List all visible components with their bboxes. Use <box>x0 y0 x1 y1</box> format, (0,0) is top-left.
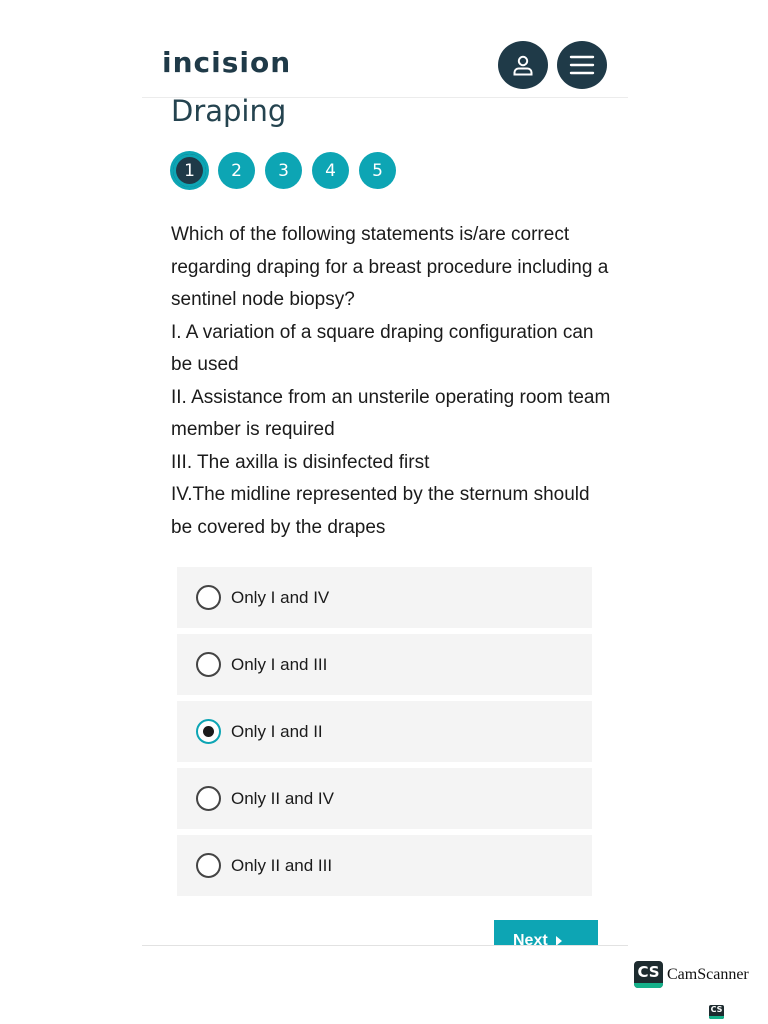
statement-3: III. The axilla is disinfected first <box>171 451 430 473</box>
radio-button[interactable] <box>196 652 221 677</box>
incision-logo[interactable]: incision <box>162 46 292 79</box>
camscanner-small-logo: CS <box>709 1005 724 1019</box>
step-1[interactable]: 1 <box>171 152 208 189</box>
statement-4: IV.The midline represented by the sternum should be covered by the drapes <box>171 484 590 538</box>
step-indicator <box>171 152 396 189</box>
next-label: Next <box>513 932 548 945</box>
answer-option[interactable] <box>177 634 592 695</box>
statement-2: II. Assistance from an unsterile operating room team member is required <box>171 386 611 440</box>
question-stem: Which of the following statements is/are correct regarding draping for a breast procedure including a sentinel node biopsy? <box>171 224 609 310</box>
radio-button-selected[interactable] <box>196 719 221 744</box>
menu-button[interactable] <box>557 41 607 89</box>
radio-button[interactable] <box>196 585 221 610</box>
caret-right-icon <box>556 936 562 945</box>
step-4[interactable]: 4 <box>312 152 349 189</box>
camscanner-watermark <box>634 961 749 988</box>
page-title: Draping <box>171 94 287 128</box>
statement-1: I. A variation of a square draping configuration can be used <box>171 321 594 375</box>
answer-label: Only II and IV <box>231 788 334 808</box>
radio-button[interactable] <box>196 853 221 878</box>
answer-option[interactable] <box>177 701 592 762</box>
answer-option[interactable] <box>177 835 592 896</box>
answer-label: Only I and IV <box>231 587 330 607</box>
answer-options <box>177 567 592 902</box>
user-icon <box>511 53 535 77</box>
profile-button[interactable] <box>498 41 548 89</box>
answer-label: Only II and III <box>231 855 333 875</box>
camscanner-text: CamScanner <box>667 965 749 983</box>
step-5[interactable]: 5 <box>359 152 396 189</box>
answer-label: Only I and II <box>231 721 323 741</box>
footer-divider <box>142 945 628 946</box>
question-text <box>171 219 611 544</box>
answer-label: Only I and III <box>231 654 328 674</box>
step-2[interactable]: 2 <box>218 152 255 189</box>
answer-option[interactable] <box>177 768 592 829</box>
radio-button[interactable] <box>196 786 221 811</box>
hamburger-menu-icon <box>569 54 595 76</box>
app-header <box>142 34 628 98</box>
answer-option[interactable] <box>177 567 592 628</box>
camscanner-logo: CS <box>634 961 663 988</box>
step-3[interactable]: 3 <box>265 152 302 189</box>
next-button[interactable] <box>494 920 598 945</box>
